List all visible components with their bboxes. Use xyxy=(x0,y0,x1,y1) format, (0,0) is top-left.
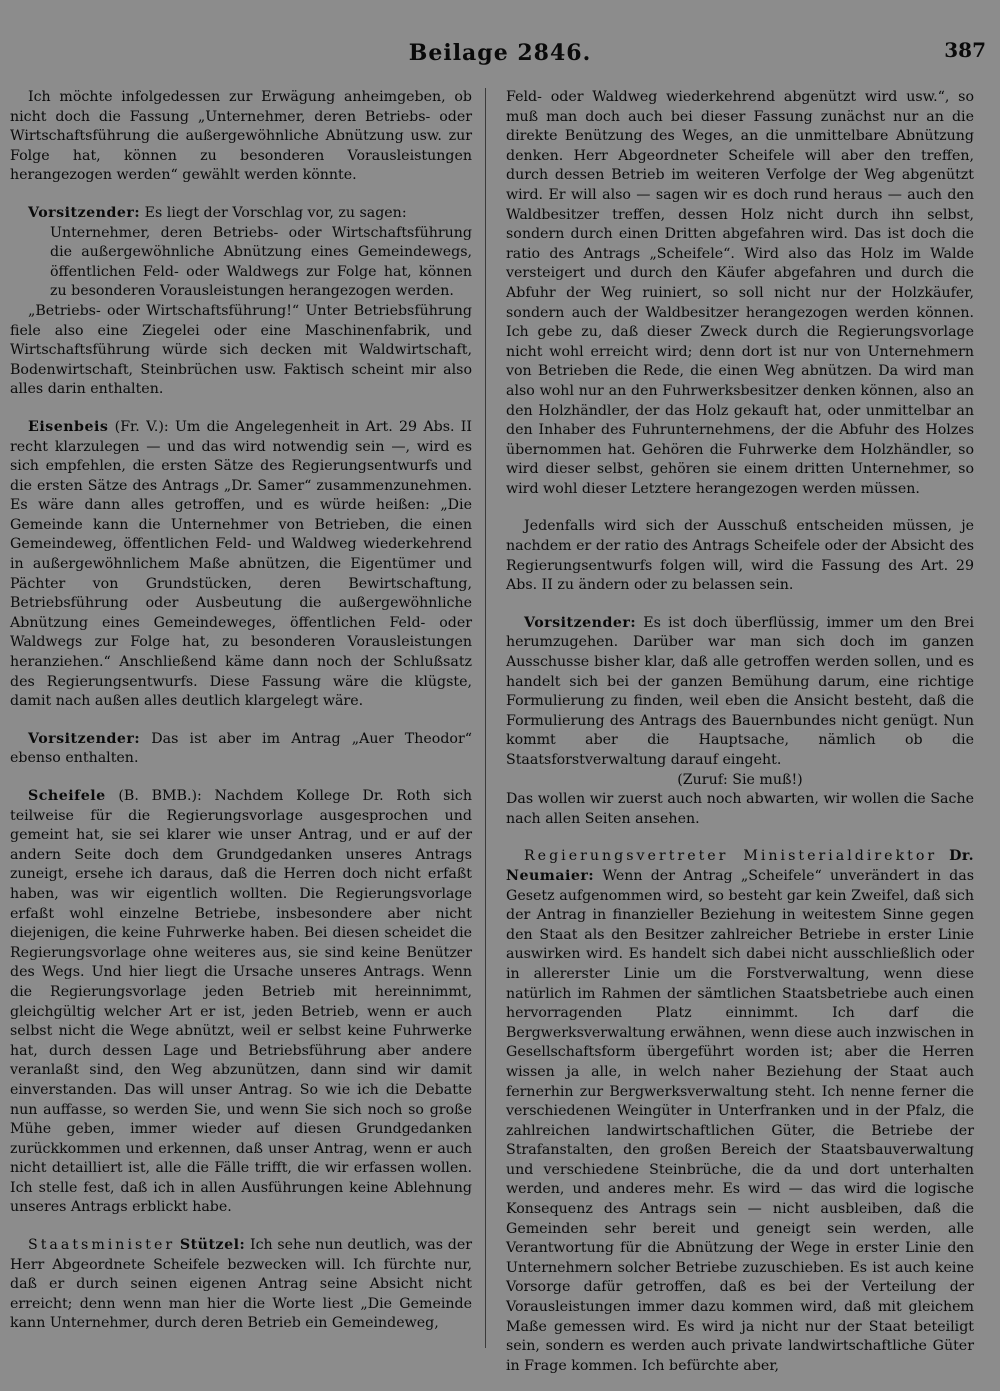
page-number: 387 xyxy=(944,38,986,62)
paragraph xyxy=(10,418,472,712)
speech-text: Es liegt der Vorschlag vor, zu sagen: xyxy=(140,204,407,221)
interjection: (Zuruf: Sie muß!) xyxy=(677,771,803,788)
speaker-name: Vorsitzender: xyxy=(28,204,141,221)
paragraph: Feld- oder Waldweg wiederkehrend abgenützt wird usw.“, so muß man doch auch bei dieser Fassung zunächst nur an die direkte Benützung des Weges, an die unmittelbare Abnützung denken. Herr Abgeordneter Scheifele will aber den treffen, durch dessen Betrieb im weiteren Verfolge der Weg abgenützt wird. Er will also — sagen wir es doch rund heraus — auch den Waldbesitzer treffen, dessen Holz nicht durch ihn selbst, sondern durch einen Dritten abgefahren wird. Das ist doch die ratio des Antrags „Scheifele“. Wird also das Holz im Walde versteigert und durch den Käufer abgefahren und durch die Abfuhr der Weg ruiniert, so soll nicht nur der Holzkäufer, sondern auch der Waldbesitzer herangezogen werden können. Ich gebe zu, daß dieser Zweck durch die Regierungsvorlage nicht wohl erreicht wird; denn dort ist nur von Unternehmern von Betrieben die Rede, die einen Weg abnützen. Da wird man also wohl nur an den Fuhrwerksbesitzer denken können, also an den Holzhändler, der das Holz gekauft hat, oder unmittelbar an den Inhaber des Fuhrunternehmens, der die Abfuhr des Holzes übernommen hat. Gehören die Fuhrwerke dem Holzhändler, so wird dieser selbst, gehören sie einem dritten Unternehmer, so wird wohl dieser Letztere herangezogen werden müssen. xyxy=(506,89,974,497)
speaker-name: Vorsitzender: xyxy=(28,730,141,747)
paragraph xyxy=(506,614,974,771)
speech-text: Ich sehe nun deutlich, was der Herr Abgeordnete Scheifele bezwecken will. Ich fürchte nur, daß er durch seinen eigenen Antrag seine Absicht nicht erreicht; denn wenn man hier die Worte liest „Die Gemeinde kann Unternehmer, durch deren Betrieb ein Gemeindeweg, xyxy=(10,1237,472,1332)
column-divider xyxy=(485,88,486,1348)
paragraph xyxy=(10,1236,472,1334)
speaker-name: Vorsitzender: xyxy=(524,614,637,631)
paragraph: „Betriebs- oder Wirtschaftsführung!“ Unter Betriebsführung fiele also eine Ziegelei oder eine Maschinenfabrik, und Wirtschaftsführung würde sich decken mit Waldwirtschaft, Bodenwirtschaft, Steinbrüchen usw. Faktisch scheint mir also alles darin enthalten. xyxy=(10,302,472,398)
speech-text: Wenn der Antrag „Scheifele“ unverändert in das Gesetz aufgenommen wird, so besteht gar kein Zweifel, daß sich der Antrag in finanzieller Beziehung in weitestem Sinne gegen den Staat als den Besitzer zahlreicher Betriebe in erster Linie auswirken wird. Es handelt sich dabei nicht ausschließlich oder in allererster Linie um die Forstverwaltung, wenn diese natürlich im Rahmen der sämtlichen Staatsbetriebe auch einen hervorragenden Platz einnimmt. Ich darf die Bergwerksverwaltung erwähnen, wenn diese auch inzwischen in Gesellschaftsform übergeführt worden ist; aber die Herren wissen ja alle, in welch naher Beziehung der Staat auch fernerhin zur Bergwerksverwaltung steht. Ich nenne ferner die verschiedenen Weingüter in Unterfranken und in der Pfalz, die zahlreichen landwirtschaftlichen Güter, die Betriebe der Strafanstalten, den großen Bereich der Staatsbauverwaltung und verschiedene Steinbrüche, die da und dort unterhalten werden, und anderes mehr. Es wird — das wird die logische Konsequenz des Antrags sein — nicht ausbleiben, daß die Gemeinden sehr bereit und geneigt sein werden, alle Verantwortung für die Abnützung der Wege in erster Linie den Unternehmern solcher Betriebe zuzuschieben. Es ist auch keine Vorsorge dafür getroffen, daß es bei der Verteilung der Vorausleistungen immer dazu kommen wird, daß mit gleichem Maße gemessen wird. Es wird ja nicht nur der Staat beteiligt sein, sondern es werden auch private landwirtschaftliche Güter in Frage kommen. Ich befürchte aber, xyxy=(506,867,974,1374)
right-column xyxy=(506,88,974,1376)
paragraph xyxy=(10,730,472,769)
speaker-name: Dr. Neumaier: xyxy=(506,848,975,884)
speaker-role: Staatsminister xyxy=(28,1237,176,1254)
speech-text: Es ist doch überflüssig, immer um den Brei herumzugehen. Darüber war man sich doch im ganzen Ausschusse bisher klar, daß alle getroffen werden sollen, und es handelt sich bei der ganzen Bemühung darum, eine richtige Formulierung zu finden, weil eben die Ansicht besteht, daß die Formulierung des Antrags des Bauernbundes nicht genügt. Nun kommt aber die Hauptsache, nämlich ob die Staatsforstverwaltung darauf eingeht. xyxy=(506,614,974,768)
paragraph xyxy=(506,847,974,1376)
speech-text: (B. BMB.): Nachdem Kollege Dr. Roth sich teilweise für die Regierungsvorlage ausgesprochen und gemeint hat, sie sei klarer wie unser Antrag, und er auf der andern Seite doch dem Grundgedanken unseres Antrags zuneigt, ersehe ich daraus, daß die Herren doch nicht erfaßt haben, was wir eigentlich wollten. Die Regierungsvorlage erfaßt wohl einzelne Betriebe, insbesondere aber nicht diejenigen, die keine Fuhrwerke haben. Bei diesen scheidet die Regierungsvorlage ohne weiteres aus, sie sind keine Benützer des Wegs. Und hier liegt die Ursache unseres Antrags. Wenn die Regierungsvorlage jeden Betrieb mit hereinnimmt, gleichgültig welcher Art er ist, jeden Betrieb, wenn er auch selbst nicht die Wege abnützt, weil er selbst keine Fuhrwerke hat, durch dessen Lage und Betriebsführung aber andere veranlaßt sind, den Weg abzunützen, dann sind wir damit einverstanden. Das will unser Antrag. So wie ich die Debatte nun auffasse, so werden Sie, und wenn Sie sich noch so große Mühe geben, immer wieder auf diesen Grundgedanken zurückkommen und erkennen, daß unser Antrag, wenn er auch nicht detailliert ist, alle die Fälle trifft, die wir erfassen wollen. Ich stelle fest, daß ich in allen Ausführungen keine Ablehnung unseres Antrags erblickt habe. xyxy=(10,788,472,1216)
paragraph: Jedenfalls wird sich der Ausschuß entscheiden müssen, je nachdem er der ratio des Antrags Scheifele oder der Absicht des Regierungsentwurfs folgen will, wird die Fassung des Art. 29 Abs. II zu ändern oder zu belassen sein. xyxy=(506,518,974,594)
speech-text: (Fr. V.): Um die Angelegenheit in Art. 29 Abs. II recht klarzulegen — und das wird notwendig sein —, wird es sich empfehlen, die ersten Sätze des Regierungsentwurfs und die ersten Sätze des Antrags „Dr. Samer“ zusammenzunehmen. Es wäre dann alles getroffen, und es würde heißen: „Die Gemeinde kann die Unternehmer von Betrieben, die einen Gemeindeweg, öffentlichen Feld- und Waldweg wiederkehrend in außergewöhnlichem Maße abnützen, die Eigentümer und Pächter von Grundstücken, deren Bewirtschaftung, Betriebsführung oder Ausbeutung die außergewöhnliche Abnützung eines Gemeindeweges, öffentlichen Feld- oder Waldwegs zur Folge hat, zu besonderen Vorausleistungen heranziehen.“ Anschließend käme dann noch der Schlußsatz des Regierungsentwurfs. Diese Fassung wäre die klügste, damit nach außen alles deutlich klargelegt wäre. xyxy=(10,418,472,710)
speaker-name: Stützel: xyxy=(179,1237,246,1254)
paragraph xyxy=(10,787,472,1218)
left-column xyxy=(10,88,472,1334)
page-header-title: Beilage 2846. xyxy=(408,40,592,66)
quoted-proposal: Unternehmer, deren Betriebs- oder Wirtschaftsführung die außergewöhnliche Abnützung eines Gemeindewegs, öffentlichen Feld- oder Waldwegs zur Folge hat, können zu besonderen Vorausleistungen herangezogen werden. xyxy=(50,224,472,300)
speaker-name: Scheifele xyxy=(28,788,106,804)
speaker-role: Regierungsvertreter Ministerialdirektor xyxy=(524,848,938,865)
speaker-name: Eisenbeis xyxy=(28,418,109,435)
paragraph: Ich möchte infolgedessen zur Erwägung anheimgeben, ob nicht doch die Fassung „Unternehmer, deren Betriebs- oder Wirtschaftsführung die außergewöhnliche Abnützung usw. zur Folge hat, können zu besonderen Vorausleistungen herangezogen werden“ gewählt werden könnte. xyxy=(10,89,472,184)
paragraph xyxy=(10,204,472,224)
paragraph: Das wollen wir zuerst auch noch abwarten, wir wollen die Sache nach allen Seiten ansehen. xyxy=(506,791,974,827)
speech-text: Das ist aber im Antrag „Auer Theodor“ ebenso enthalten. xyxy=(10,730,472,767)
